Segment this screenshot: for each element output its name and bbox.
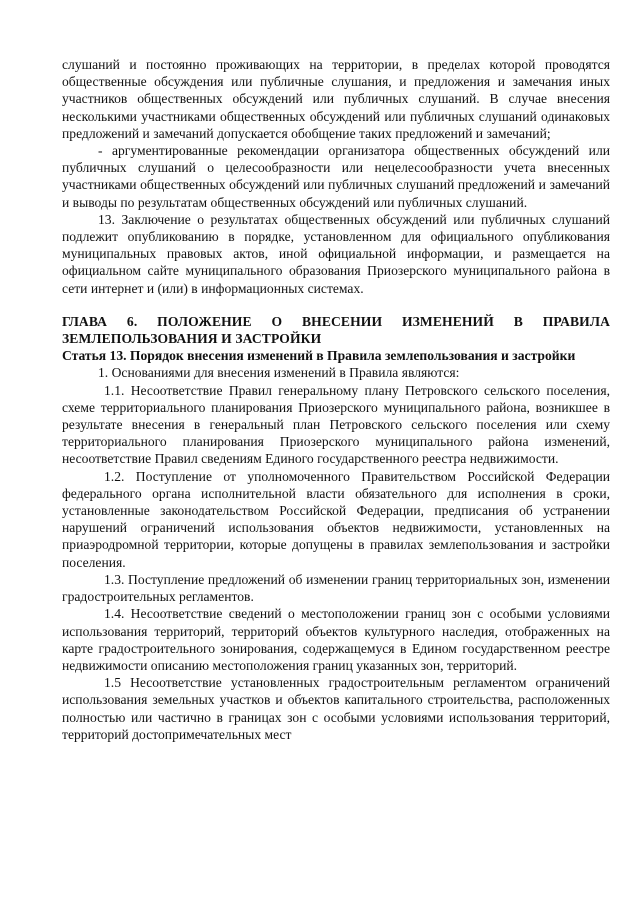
list-item-1: 1. Основаниями для внесения изменений в Правила являются: bbox=[98, 365, 460, 381]
article-heading: Статья 13. Порядок внесения изменений в Правила землепользования и застройки bbox=[62, 348, 576, 364]
list-item-1-4: 1.4. Несоответствие сведений о местоположении границ зон с особыми условиями использования территорий, территорий объектов культурного наследия, отображенных на карте градостроительного зонирования, содержащемуся в Едином государственном реестре недвижимости описанию местоположения границ указанных зон, территорий. bbox=[62, 606, 610, 673]
list-item-1-5: 1.5 Несоответствие установленных градостроительным регламентом ограничений использования земельных участков и объектов капитального строительства, расположенных полностью или частично в границах зон с особыми условиями использования территорий, территорий достопримечательных мест bbox=[62, 675, 610, 742]
document-page bbox=[62, 56, 610, 743]
paragraph-recommendations: - аргументированные рекомендации организатора общественных обсуждений или публичных слушаний о целесообразности или нецелесообразности учета внесенных участниками общественных обсуждений или публичных слушаний предложений и замечаний и выводы по результатам общественных обсуждений или публичных слушаний. bbox=[62, 143, 610, 210]
list-item-1-1: 1.1. Несоответствие Правил генеральному плану Петровского сельского поселения, схеме территориального планирования Приозерского муниципального района, возникшее в результате внесения в генеральный план Петровского сельского поселения или схему территориального планирования Приозерского муниципального района изменений, несоответствие Правил сведениям Единого государственного реестра недвижимости. bbox=[62, 382, 610, 467]
list-item-1-2: 1.2. Поступление от уполномоченного Правительством Российской Федерации федерального органа исполнительной власти обязательного для исполнения в сроки, установленные законодательством Российской Федерации, предписания об устранении нарушений ограничений использования объектов недвижимости, установленных на приаэродромной территории, которые допущены в правилах землепользования и застройки поселения. bbox=[62, 468, 610, 570]
chapter-heading: ГЛАВА 6. ПОЛОЖЕНИЕ О ВНЕСЕНИИ ИЗМЕНЕНИЙ В ПРАВИЛА ЗЕМЛЕПОЛЬЗОВАНИЯ И ЗАСТРОЙКИ bbox=[62, 313, 610, 347]
list-item-1-3: 1.3. Поступление предложений об изменении границ территориальных зон, изменении градостроительных регламентов. bbox=[62, 571, 610, 605]
paragraph-continuation: слушаний и постоянно проживающих на территории, в пределах которой проводятся общественные обсуждения или публичные слушания, и предложения и замечания иных участников общественных обсуждений или публичных слушаний. В случае внесения несколькими участниками общественных обсуждений или публичных слушаний одинаковых предложений и замечаний допускается обобщение таких предложений и замечаний; bbox=[62, 57, 610, 141]
paragraph-item-13: 13. Заключение о результатах общественных обсуждений или публичных слушаний подлежит опубликованию в порядке, установленном для официального опубликования муниципальных правовых актов, иной официальной информации, и размещается на официальном сайте муниципального образования Приозерского муниципального района в сети интернет и (или) в информационных системах. bbox=[62, 211, 610, 296]
